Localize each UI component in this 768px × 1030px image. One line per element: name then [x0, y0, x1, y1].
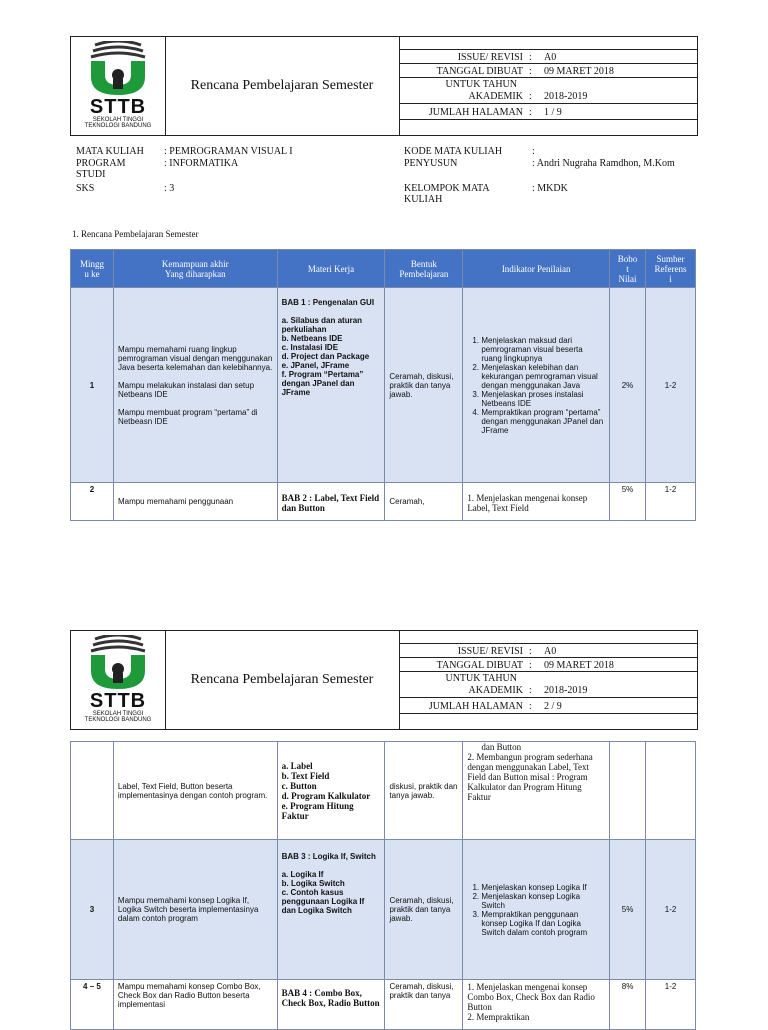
meta-key: ISSUE/ REVISI — [457, 646, 523, 657]
meta-value: 2 / 9 — [544, 701, 562, 712]
kemampuan-text: Mampu membuat program “pertama” di Netbeasn IDE — [117, 407, 258, 426]
meta-row-empty — [399, 713, 697, 730]
materi-item: a. Silabus dan aturan perkuliahan — [281, 316, 363, 334]
penyusun-label: PENYUSUN — [404, 158, 458, 169]
materi-cell — [277, 742, 385, 840]
materi-item: f. Program “Pertama” dengan JPanel dan JFrame — [281, 370, 364, 397]
materi-item: e. JPanel, JFrame — [281, 361, 350, 370]
bobot-cell: 5% — [610, 840, 646, 980]
mata-kuliah-label: MATA KULIAH — [76, 146, 144, 157]
logo-cell — [71, 37, 166, 135]
meta-value: 2018-2019 — [544, 685, 588, 696]
kode-value: : — [532, 146, 535, 157]
meta-key: JUMLAH HALAMAN — [428, 107, 523, 118]
sumber-cell: 1-2 — [646, 840, 696, 980]
col-materi: Materi Kerja — [277, 250, 385, 288]
sks-value: : 3 — [164, 183, 175, 194]
bentuk-cell: Ceramah, diskusi, praktik dan tanya jawab. — [385, 840, 463, 980]
meta-row-empty — [399, 119, 697, 136]
meta-row-halaman: JUMLAH HALAMAN : 2 / 9 — [399, 697, 697, 714]
materi-cell — [277, 840, 385, 980]
meta-value: 2018-2019 — [544, 91, 588, 102]
kemampuan-cell: Mampu memahami penggunaan — [113, 483, 277, 521]
kode-label: KODE MATA KULIAH — [404, 146, 503, 157]
bentuk-cell: diskusi, praktik dan tanya jawab. — [385, 742, 463, 840]
bab-title: BAB 1 : Pengenalan GUI — [281, 298, 375, 307]
rps-table-page1 — [70, 249, 696, 521]
meta-value: A0 — [544, 646, 557, 657]
col-minggu: Mingg u ke — [71, 250, 114, 288]
table-header-row — [71, 250, 696, 288]
meta-row-issue: ISSUE/ REVISI : A0 — [399, 643, 697, 658]
sumber-cell: 1-2 — [646, 980, 696, 1030]
program-value: : INFORMATIKA — [164, 158, 239, 169]
indikator-cell — [463, 840, 610, 980]
minggu-cell — [71, 742, 114, 840]
col-bobot: Bobo t Nilai — [610, 250, 646, 288]
rps-table-page2 — [70, 741, 696, 1030]
logo-name: STTB — [89, 96, 147, 118]
document-title: Rencana Pembelajaran Semester — [165, 631, 400, 729]
kemampuan-cell — [113, 288, 277, 483]
indikator-item: 2. Menjelaskan kelebihan dan kekurangan pemrograman visual dengan menggunakan Java — [481, 363, 605, 390]
meta-key: JUMLAH HALAMAN — [428, 701, 523, 712]
page2-header — [70, 630, 698, 730]
page1-header — [70, 36, 698, 136]
meta-value: 09 MARET 2018 — [544, 66, 614, 77]
header-meta — [399, 37, 697, 135]
sumber-cell — [646, 742, 696, 840]
table-row — [71, 483, 696, 521]
indikator-item: dan Button — [481, 742, 522, 752]
document-title: Rencana Pembelajaran Semester — [165, 37, 400, 135]
logo-cell — [71, 631, 166, 729]
meta-value: 09 MARET 2018 — [544, 660, 614, 671]
meta-key: UNTUK TAHUN — [445, 673, 517, 684]
materi-item: c. Button — [281, 780, 317, 791]
meta-row-tanggal: TANGGAL DIBUAT : 09 MARET 2018 — [399, 63, 697, 78]
logo-sub1: SEKOLAH TINGGI — [92, 711, 144, 717]
col-indikator: Indikator Penilaian — [463, 250, 610, 288]
program-label: PROGRAM — [76, 158, 126, 169]
kelompok-value: : MKDK — [532, 183, 568, 194]
kemampuan-cell: Mampu memahami konsep Combo Box, Check Box dan Radio Button beserta implementasi — [113, 980, 277, 1030]
bobot-cell — [610, 742, 646, 840]
meta-value: 1 / 9 — [544, 107, 562, 118]
logo-sub2: TEKNOLOGI BANDUNG — [84, 123, 152, 129]
kemampuan-text: Mampu melakukan instalasi dan setup Netbeans IDE — [117, 380, 255, 399]
sttb-emblem-icon — [81, 41, 155, 97]
table-row — [71, 288, 696, 483]
materi-item: d. Program Kalkulator — [281, 790, 371, 801]
penyusun-value: : Andri Nugraha Ramdhon, M.Kom — [532, 158, 675, 169]
meta-row-issue: ISSUE/ REVISI : A0 — [399, 49, 697, 64]
bentuk-cell: Ceramah, — [385, 483, 463, 521]
indikator-item: 1. Menjelaskan konsep Logika If — [481, 883, 605, 892]
indikator-item: 4. Mempraktikan program “pertama” dengan menggunakan JPanel dan JFrame — [481, 408, 605, 435]
materi-cell: BAB 2 : Label, Text Field dan Button — [277, 483, 385, 521]
sumber-cell: 1-2 — [646, 483, 696, 521]
meta-row-tahun: UNTUK TAHUN AKADEMIK : 2018-2019 — [399, 671, 697, 698]
materi-item: a. Label — [281, 760, 313, 771]
meta-key: AKADEMIK — [468, 91, 523, 102]
bobot-cell: 2% — [610, 288, 646, 483]
materi-item: c. Contoh kasus penggunaan Logika If dan Logika Switch — [281, 888, 365, 915]
kemampuan-cell: Mampu memahami konsep Logika If, Logika Switch beserta implementasinya dalam contoh program — [113, 840, 277, 980]
indikator-cell: 1. Menjelaskan mengenai konsep Label, Text Field — [463, 483, 610, 521]
bobot-cell: 8% — [610, 980, 646, 1030]
indikator-item: 1. Menjelaskan mengenai konsep Combo Box, Check Box dan Radio Button — [467, 982, 595, 1012]
sttb-emblem-icon — [81, 635, 155, 691]
materi-item: b. Text Field — [281, 770, 330, 781]
indikator-item: 1. Menjelaskan maksud dari pemrograman visual beserta ruang lingkupnya — [481, 336, 605, 363]
minggu-cell: 3 — [71, 840, 114, 980]
minggu-cell: 1 — [71, 288, 114, 483]
mata-kuliah-value: : PEMROGRAMAN VISUAL I — [164, 146, 293, 157]
logo-sub2: TEKNOLOGI BANDUNG — [84, 717, 152, 723]
indikator-cell — [463, 288, 610, 483]
indikator-item: 2. Membangun program sederhana dengan menggunakan Label, Text Field dan Button misal : Program Kalkulator dan Program Hitung Faktur — [467, 752, 593, 802]
minggu-cell: 2 — [71, 483, 114, 521]
bentuk-cell: Ceramah, diskusi, praktik dan tanya — [385, 980, 463, 1030]
meta-row-tahun: UNTUK TAHUN AKADEMIK : 2018-2019 — [399, 77, 697, 104]
kelompok-label: KELOMPOK MATA — [404, 183, 490, 194]
meta-key: AKADEMIK — [468, 685, 523, 696]
meta-key: ISSUE/ REVISI — [457, 52, 523, 63]
minggu-cell: 4 – 5 — [71, 980, 114, 1030]
bab-title: BAB 3 : Logika If, Switch — [281, 852, 376, 861]
sttb-logo — [81, 41, 155, 130]
program-label-2: STUDI — [76, 169, 106, 180]
kelompok-label-2: KULIAH — [404, 194, 443, 205]
header-meta — [399, 631, 697, 729]
indikator-cell — [463, 742, 610, 840]
indikator-item: 2. Mempraktikan — [467, 1012, 530, 1022]
sumber-cell: 1-2 — [646, 288, 696, 483]
meta-row-tanggal: TANGGAL DIBUAT : 09 MARET 2018 — [399, 657, 697, 672]
meta-key: TANGGAL DIBUAT — [436, 660, 523, 671]
materi-cell — [277, 288, 385, 483]
table-row — [71, 840, 696, 980]
bobot-cell: 5% — [610, 483, 646, 521]
materi-cell: BAB 4 : Combo Box, Check Box, Radio Button — [277, 980, 385, 1030]
indikator-cell — [463, 980, 610, 1030]
meta-key: UNTUK TAHUN — [445, 79, 517, 90]
materi-item: e. Program Hitung Faktur — [281, 800, 354, 821]
sttb-logo — [81, 635, 155, 724]
materi-item: d. Project dan Package — [281, 352, 370, 361]
kemampuan-text: Mampu memahami ruang lingkup pemrograman visual dengan menggunakan Java beserta kelemahan dan kelebihannya. — [117, 344, 273, 372]
materi-item: a. Logika If — [281, 870, 324, 879]
materi-item: c. Instalasi IDE — [281, 343, 339, 352]
logo-sub1: SEKOLAH TINGGI — [92, 117, 144, 123]
logo-name: STTB — [89, 690, 147, 712]
col-sumber: Sumber Referens i — [646, 250, 696, 288]
meta-value: A0 — [544, 52, 557, 63]
section-title: 1. Rencana Pembelajaran Semester — [72, 229, 199, 239]
kemampuan-cell: Label, Text Field, Button beserta implementasinya dengan contoh program. — [113, 742, 277, 840]
table-row — [71, 980, 696, 1030]
table-row — [71, 742, 696, 840]
col-kemampuan: Kemampuan akhir Yang diharapkan — [113, 250, 277, 288]
indikator-item: 2. Menjelaskan konsep Logika Switch — [481, 892, 605, 910]
materi-item: b. Netbeans IDE — [281, 334, 343, 343]
meta-key: TANGGAL DIBUAT — [436, 66, 523, 77]
col-bentuk: Bentuk Pembelajaran — [385, 250, 463, 288]
materi-item: b. Logika Switch — [281, 879, 345, 888]
sks-label: SKS — [76, 183, 95, 194]
bentuk-cell: Ceramah, diskusi, praktik dan tanya jawab. — [385, 288, 463, 483]
meta-row-halaman: JUMLAH HALAMAN : 1 / 9 — [399, 103, 697, 120]
indikator-item: 3. Mempraktikan penggunaan konsep Logika If dan Logika Switch dalam contoh program — [481, 910, 605, 937]
indikator-item: 3. Menjelaskan proses instalasi Netbeans IDE — [481, 390, 605, 408]
